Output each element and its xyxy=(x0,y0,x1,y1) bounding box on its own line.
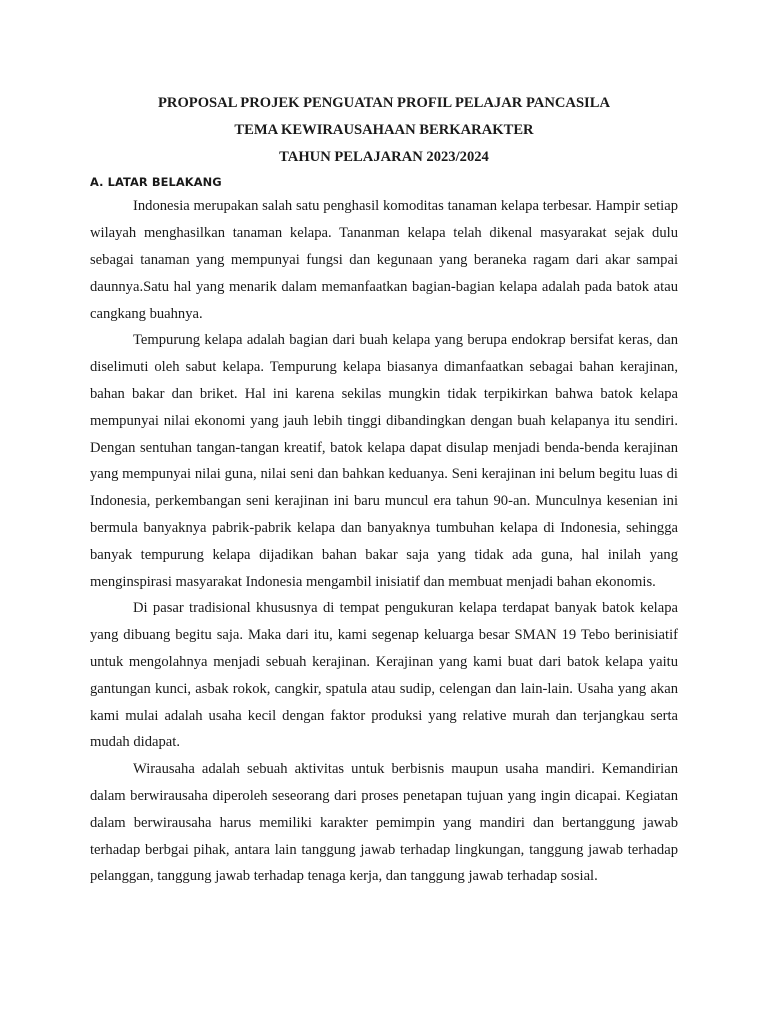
title-line-1: PROPOSAL PROJEK PENGUATAN PROFIL PELAJAR PANCASILA xyxy=(157,95,611,111)
document-title xyxy=(90,90,678,170)
section-heading: A. LATAR BELAKANG xyxy=(90,175,222,190)
paragraph-1: Indonesia merupakan salah satu penghasil komoditas tanaman kelapa terbesar. Hampir setiap wilayah menghasilkan tanaman kelapa. Tananman kelapa telah dikenal masyarakat sejak dulu sebagai tanaman yang mempunyai fungsi dan kegunaan yang beraneka ragam dari akar sampai daunnya.Satu hal yang menarik dalam memanfaatkan bagian-bagian kelapa adalah pada batok atau cangkang buahnya. xyxy=(90,198,678,322)
paragraph-3: Di pasar tradisional khususnya di tempat pengukuran kelapa terdapat banyak batok kelapa yang dibuang begitu saja. Maka dari itu, kami segenap keluarga besar SMAN 19 Tebo berinisiatif untuk mengolahnya menjadi sebuah kerajinan. Kerajinan yang kami buat dari batok kelapa yaitu gantungan kunci, asbak rokok, cangkir, spatula atau sudip, celengan dan lain-lain. Usaha yang akan kami mulai adalah usaha kecil dengan faktor produksi yang relative murah dan terjangkau serta mudah didapat. xyxy=(90,600,678,751)
title-line-3: TAHUN PELAJARAN 2023/2024 xyxy=(279,148,489,165)
paragraph-4: Wirausaha adalah sebuah aktivitas untuk berbisnis maupun usaha mandiri. Kemandirian dalam berwirausaha diperoleh seseorang dari proses penetapan tujuan yang ingin dicapai. Kegiatan dalam berwirausaha harus memiliki karakter pemimpin yang mandiri dan bertanggung jawab terhadap berbgai pihak, antara lain tanggung jawab terhadap lingkungan, tanggung jawab terhadap pelanggan, tanggung jawab terhadap tenaga kerja, dan tanggung jawab terhadap sosial. xyxy=(90,761,678,885)
document-page xyxy=(90,90,678,890)
paragraph-2: Tempurung kelapa adalah bagian dari buah kelapa yang berupa endokrap bersifat keras, dan diselimuti oleh sabut kelapa. Tempurung kelapa biasanya dimanfaatkan sebagai bahan kerajinan, bahan bakar dan briket. Hal ini karena sekilas mungkin tidak terpikirkan bahwa batok kelapa mempunyai nilai ekonomi yang jauh lebih tinggi dibandingkan dengan buah kelapanya itu sendiri. Dengan sentuhan tangan-tangan kreatif, batok kelapa dapat disulap menjadi benda-benda kerajinan yang mempunyai nilai guna, nilai seni dan bahkan keduanya. Seni kerajinan ini belum begitu luas di Indonesia, perkembangan seni kerajinan ini baru muncul era tahun 90-an. Munculnya kesenian ini bermula banyaknya pabrik-pabrik kelapa dan banyaknya tumbuhan kelapa di Indonesia, sehingga banyak tempurung kelapa dijadikan bahan bakar saja yang tidak ada guna, hal inilah yang menginspirasi masyarakat Indonesia mengambil inisiatif dan membuat menjadi bahan ekonomis. xyxy=(90,332,678,590)
title-line-2: TEMA KEWIRAUSAHAAN BERKARAKTER xyxy=(234,121,534,138)
